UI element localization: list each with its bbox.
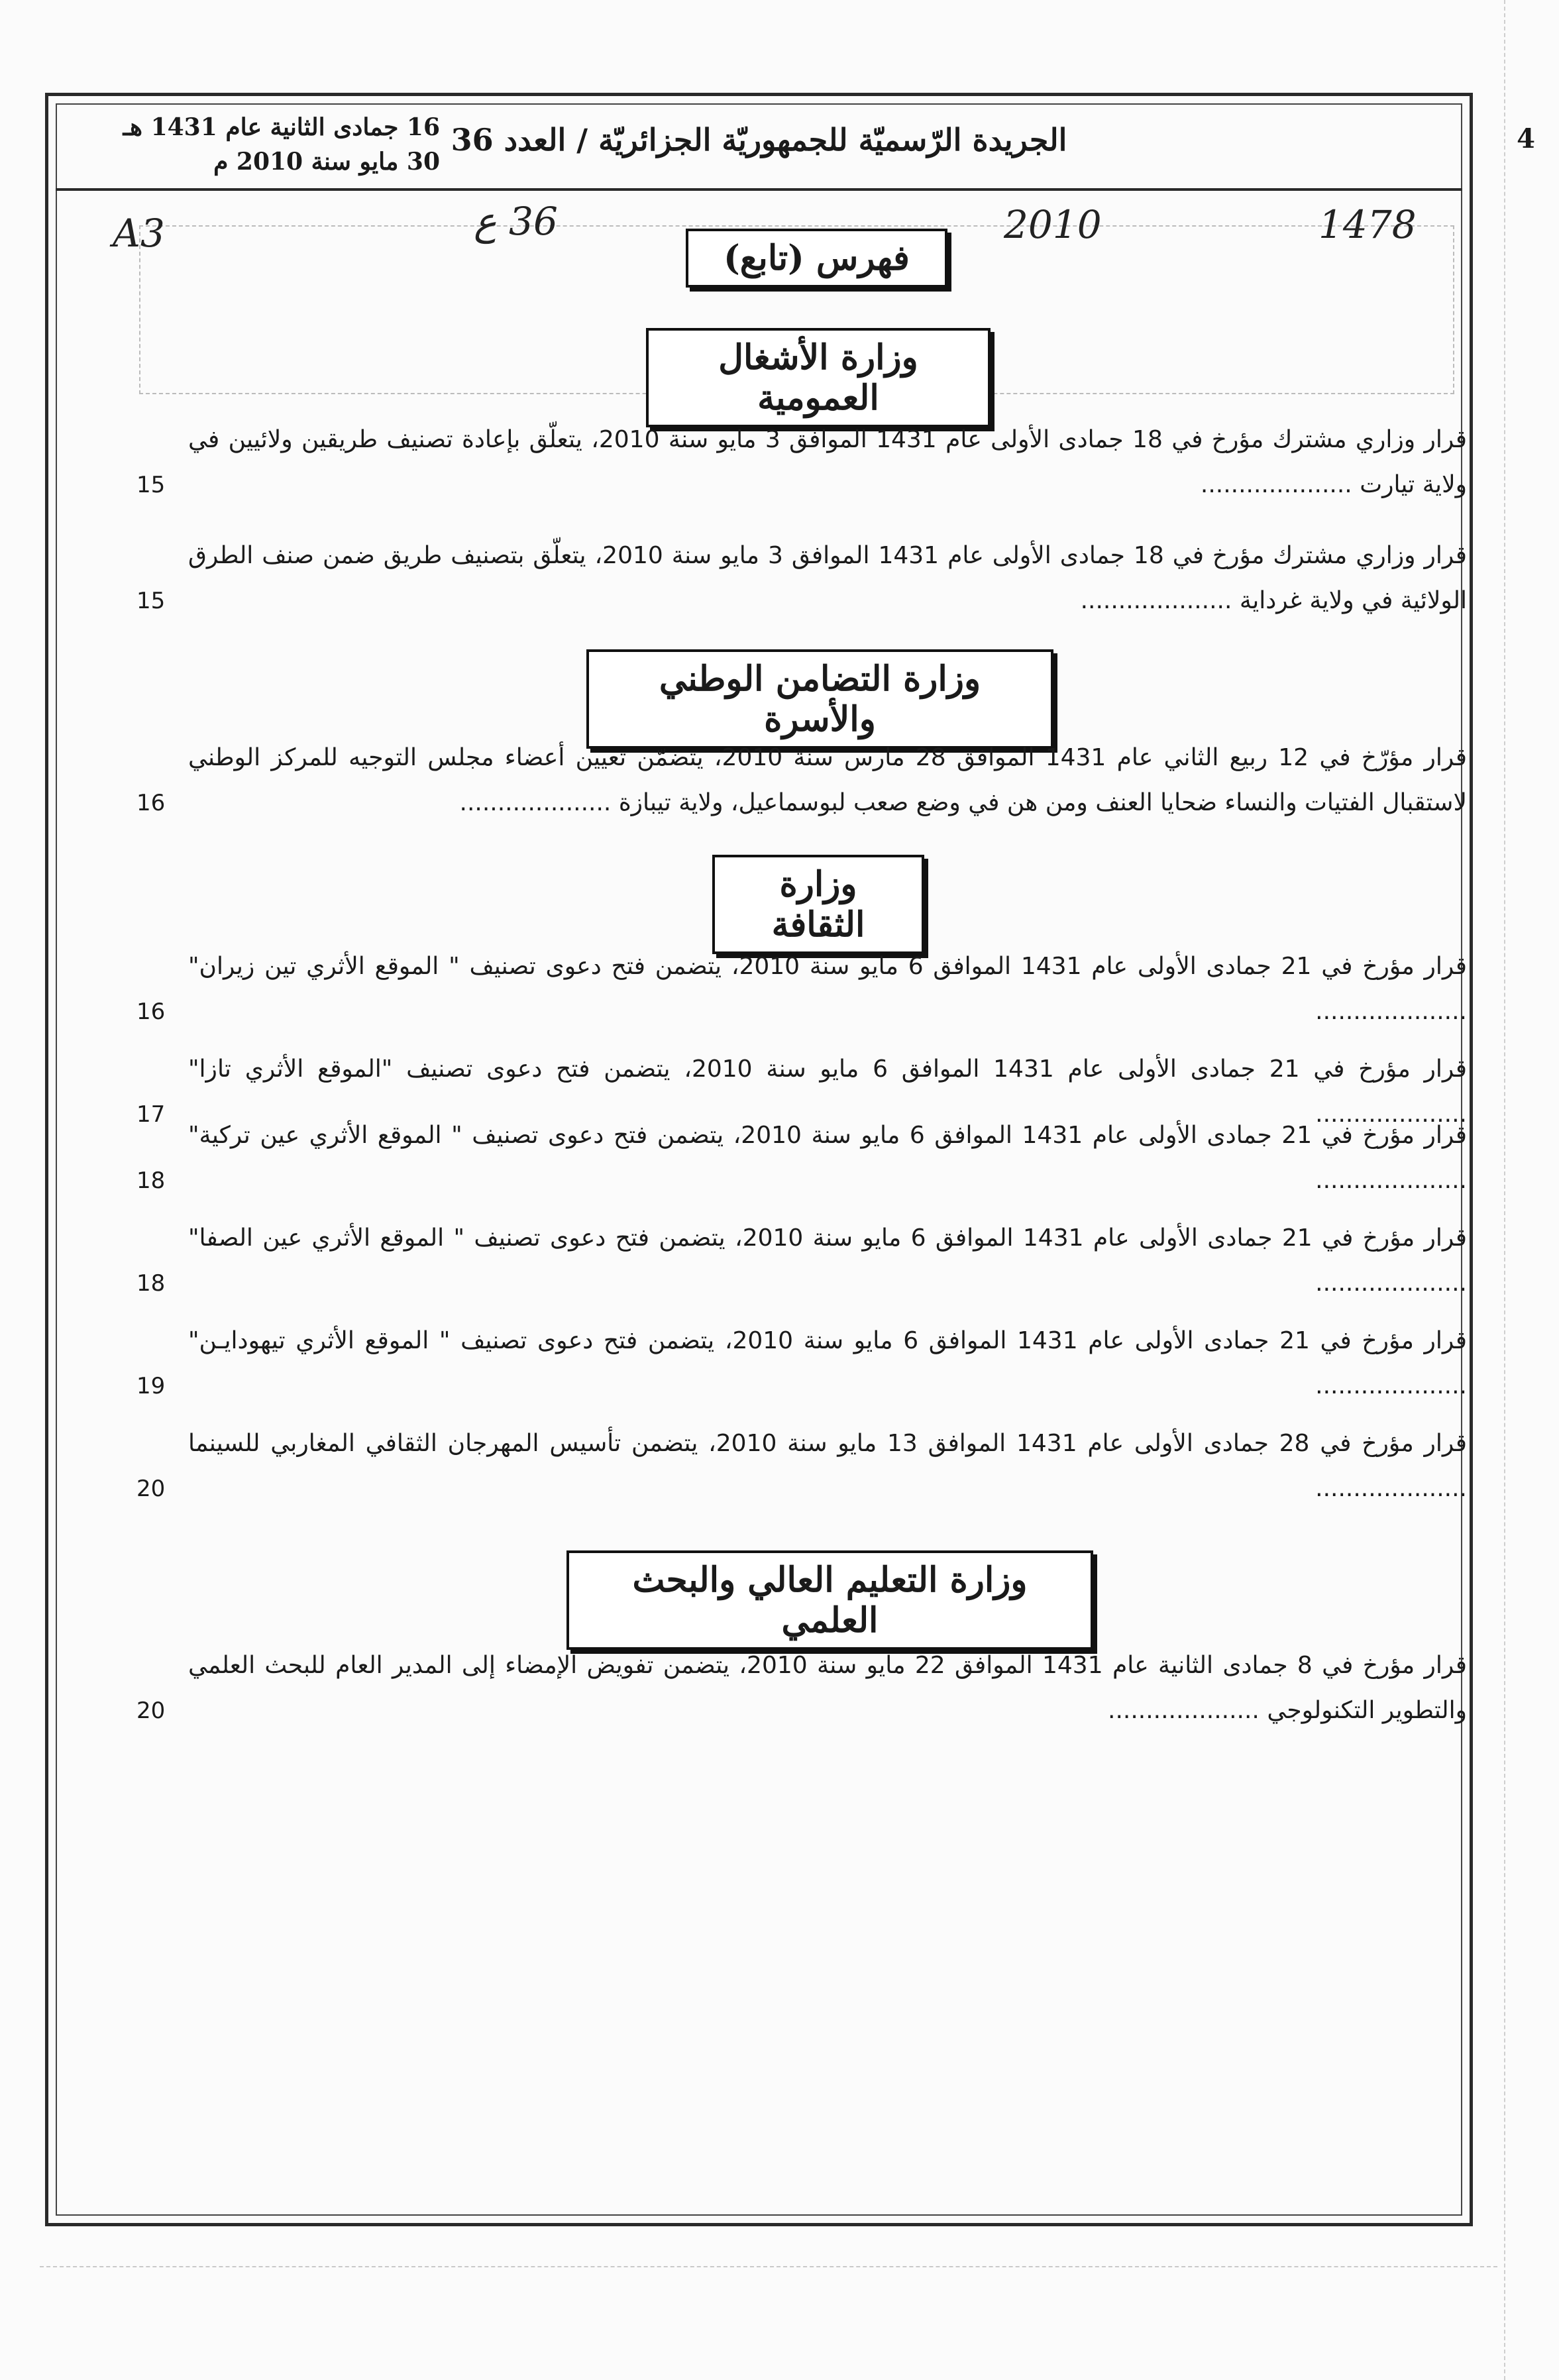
section-title-culture: وزارة الثقافة <box>712 855 924 954</box>
handwritten-year: 2010 <box>1004 202 1102 247</box>
gazette-header <box>56 103 1535 191</box>
handwritten-code: A3 <box>113 211 165 256</box>
index-entry[interactable] <box>136 533 1467 623</box>
scan-bottom-line <box>40 2266 1497 2267</box>
entry-page: 19 <box>136 1373 166 1399</box>
dot-leader: .................... <box>1315 998 1467 1025</box>
entry-page: 20 <box>136 1698 166 1724</box>
entry-page: 16 <box>136 790 166 816</box>
dot-leader: .................... <box>1315 1101 1467 1128</box>
entry-text: قرار مؤرخ في 21 جمادى الأولى عام 1431 الموافق 6 مايو سنة 2010، يتضمن فتح دعوى تصنيف "الموقع الأثري تازا" .................... <box>188 1055 1467 1128</box>
index-entry[interactable] <box>136 417 1468 508</box>
gazette-title: الجريدة الرّسميّة للجمهوريّة الجزائريّة / العدد 36 <box>451 122 1067 158</box>
dot-leader: .................... <box>1108 1697 1267 1724</box>
entry-text: قرار مؤرخ في 21 جمادى الأولى عام 1431 الموافق 6 مايو سنة 2010، يتضمن فتح دعوى تصنيف " الموقع الأثري عين الصفا" .................... <box>188 1224 1467 1297</box>
dot-leader: .................... <box>1200 471 1360 498</box>
dot-leader: .................... <box>1315 1270 1467 1297</box>
index-entry[interactable] <box>136 735 1467 826</box>
entry-page: 15 <box>136 588 166 614</box>
page-number: 4 <box>1517 123 1535 154</box>
scan-edge <box>1504 0 1505 2380</box>
section-title-higher-education: وزارة التعليم العالي والبحث العلمي <box>566 1550 1093 1650</box>
entry-text: قرار مؤرخ في 21 جمادى الأولى عام 1431 الموافق 6 مايو سنة 2010، يتضمن فتح دعوى تصنيف " الموقع الأثري تين زيران" .................... <box>188 953 1467 1025</box>
section-title-public-works: وزارة الأشغال العمومية <box>646 328 991 427</box>
section-title-solidarity: وزارة التضامن الوطني والأسرة <box>586 649 1053 749</box>
entry-page: 16 <box>136 999 166 1025</box>
dot-leader: .................... <box>1315 1167 1467 1194</box>
entry-text: قرار وزاري مشترك مؤرخ في 18 جمادى الأولى عام 1431 الموافق 3 مايو سنة 2010، يتعلّق بإعادة تصنيف طريقين ولائيين في ولاية تيارت .................... <box>188 426 1468 498</box>
entry-page: 20 <box>136 1476 166 1502</box>
dot-leader: .................... <box>1315 1475 1467 1502</box>
dot-leader: .................... <box>459 789 619 816</box>
index-entry[interactable] <box>136 944 1467 1034</box>
entry-text: قرار وزاري مشترك مؤرخ في 18 جمادى الأولى عام 1431 الموافق 3 مايو سنة 2010، يتعلّق بتصنيف طريق ضمن صنف الطرق الولائية في ولاية غرداية .................... <box>188 542 1467 614</box>
index-entry[interactable] <box>136 1319 1467 1409</box>
entry-page: 15 <box>136 472 166 498</box>
handwritten-ref: 1478 <box>1318 202 1417 247</box>
entry-text: قرار مؤرخ في 21 جمادى الأولى عام 1431 الموافق 6 مايو سنة 2010، يتضمن فتح دعوى تصنيف " الموقع الأثري تيهودايـن" .................... <box>188 1327 1467 1399</box>
header-date <box>69 110 440 179</box>
handwritten-issue: 36 ع <box>474 199 558 244</box>
entry-page: 18 <box>136 1270 166 1297</box>
entry-text: قرار مؤرخ في 8 جمادى الثانية عام 1431 الموافق 22 مايو سنة 2010، يتضمن تفويض الإمضاء إلى المدير العام للبحث العلمي والتطوير التكنولوجي .................... <box>188 1652 1468 1724</box>
entry-text: قرار مؤرّخ في 12 ربيع الثاني عام 1431 الموافق 28 مارس سنة 2010، يتضمّن تعيين أعضاء مجلس التوجيه للمركز الوطني لاستقبال الفتيات والنساء ضحايا العنف ومن هن في وضع صعب لبوسماعيل، ولاية تيبازة .................... <box>188 744 1467 816</box>
index-entry[interactable] <box>136 1216 1467 1306</box>
entry-text: قرار مؤرخ في 28 جمادى الأولى عام 1431 الموافق 13 مايو سنة 2010، يتضمن تأسيس المهرجان الثقافي المغاربي للسينما .................... <box>188 1430 1467 1502</box>
index-title: فهرس (تابع) <box>686 229 947 288</box>
dot-leader: .................... <box>1315 1372 1467 1399</box>
entry-text: قرار مؤرخ في 21 جمادى الأولى عام 1431 الموافق 6 مايو سنة 2010، يتضمن فتح دعوى تصنيف " الموقع الأثري عين تركية" .................... <box>188 1122 1467 1194</box>
date-gregorian: 30 مايو سنة 2010 م <box>213 148 440 176</box>
entry-page: 17 <box>136 1101 166 1128</box>
date-hijri: 16 جمادى الثانية عام 1431 هـ <box>123 113 440 141</box>
index-entry[interactable] <box>136 1421 1467 1511</box>
entry-page: 18 <box>136 1167 166 1194</box>
index-entry[interactable] <box>136 1643 1468 1733</box>
dot-leader: .................... <box>1080 587 1240 614</box>
